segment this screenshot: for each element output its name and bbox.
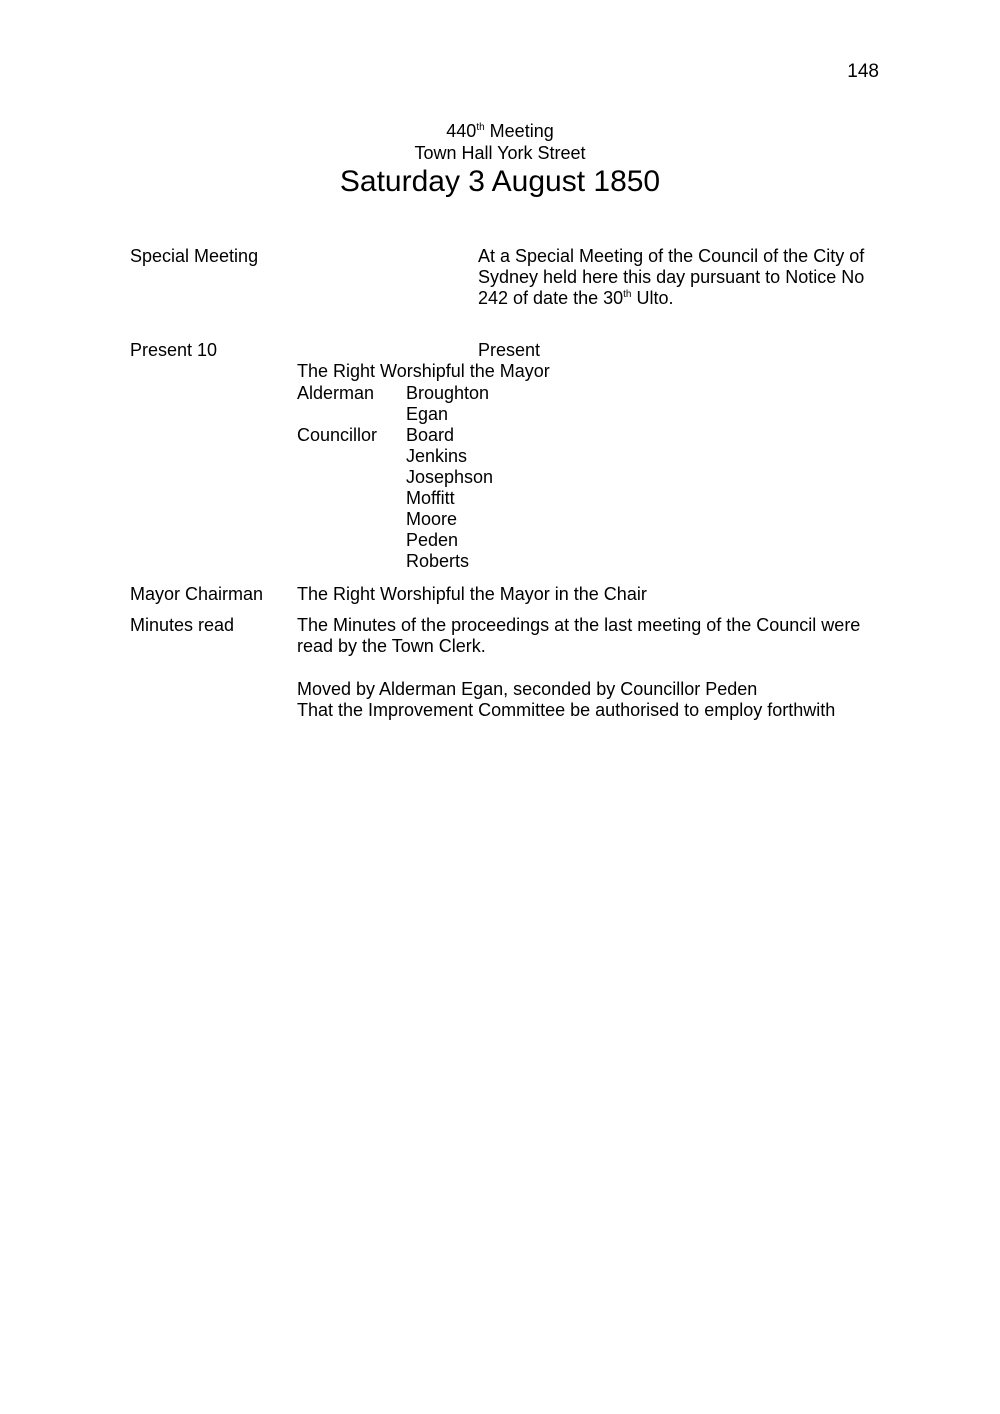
list-item: Board: [406, 425, 455, 445]
motion-text: Moved by Alderman Egan, seconded by Councillor Peden That the Improvement Committee be authorised to employ forthwith: [297, 679, 836, 720]
margin-note-present: Present 10: [130, 340, 218, 360]
list-item: Moore: [406, 509, 458, 529]
alderman-label: Alderman: [297, 383, 375, 403]
page-number: 148: [847, 61, 879, 82]
minutes-text: The Minutes of the proceedings at the last meeting of the Council were read by the Town Clerk.: [297, 615, 861, 656]
list-item: Peden: [406, 530, 459, 550]
margin-note-chairman: Mayor Chairman: [130, 584, 264, 604]
present-mayor: The Right Worshipful the Mayor: [297, 361, 550, 381]
chair-text: The Right Worshipful the Mayor in the Chair: [297, 584, 647, 604]
present-heading: Present: [478, 340, 541, 360]
special-meeting-text: At a Special Meeting of the Council of the City of Sydney held here this day pursuant to Notice No 242 of date the 30th Ulto.: [478, 246, 865, 308]
list-item: Broughton: [406, 383, 490, 403]
alderman-list: [406, 383, 489, 425]
list-item: Moffitt: [406, 488, 455, 508]
list-item: Egan: [406, 404, 449, 424]
list-item: Josephson: [406, 467, 494, 487]
councillor-label: Councillor: [297, 425, 378, 445]
margin-note-minutes: Minutes read: [130, 615, 235, 635]
meeting-number: 440th Meeting: [446, 121, 554, 141]
margin-note-special-meeting: Special Meeting: [130, 246, 259, 266]
list-item: Roberts: [406, 551, 470, 571]
meeting-date-title: Saturday 3 August 1850: [339, 165, 661, 198]
list-item: Jenkins: [406, 446, 468, 466]
meeting-venue: Town Hall York Street: [414, 143, 586, 163]
councillor-list: [406, 425, 493, 572]
